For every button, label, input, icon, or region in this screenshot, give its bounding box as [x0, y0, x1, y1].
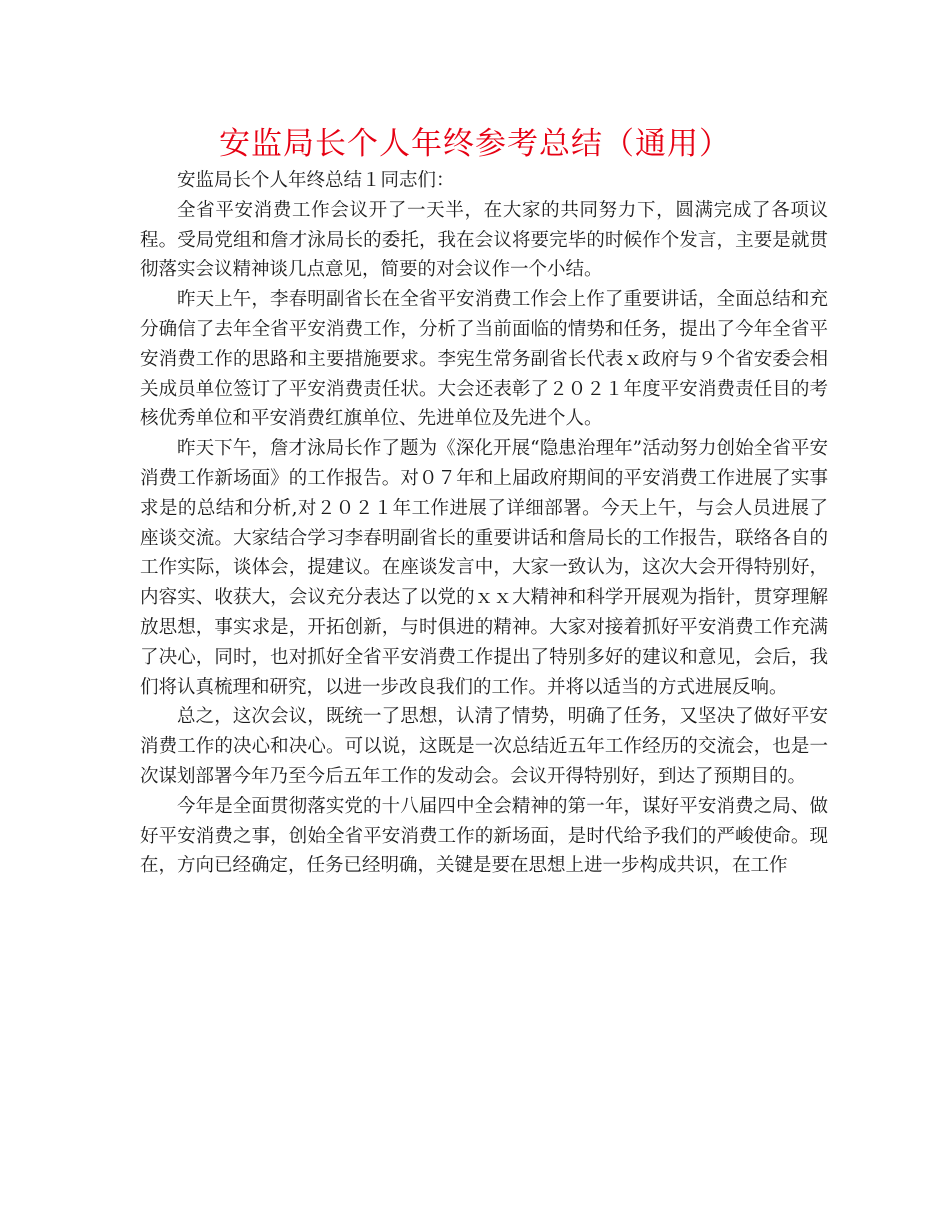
paragraph-3: 昨天下午，詹才泳局长作了题为《深化开展“隐患治理年”活动努力创始全省平安消费工作新场面》的工作报告。对０７年和上届政府期间的平安消费工作进展了实事求是的总结和分析,对２０２１年工作进展了详细部署。今天上午，与会人员进展了座谈交流。大家结合学习李春明副省长的重要讲话和詹局长的工作报告，联络各自的工作实际，谈体会，提建议。在座谈发言中，大家一致认为，这次大会开得特别好，内容实、收获大，会议充分表达了以党的ｘｘ大精神和科学开展观为指针，贯穿理解放思想，事实求是，开拓创新，与时俱进的精神。大家对接着抓好平安消费工作充满了决心，同时，也对抓好全省平安消费工作提出了特别多好的建议和意见，会后，我们将认真梳理和研究，以进一步改良我们的工作。并将以适当的方式进展反响。 — [140, 438, 828, 698]
document-body — [140, 166, 828, 881]
paragraph-4: 总之，这次会议，既统一了思想，认清了情势，明确了任务，又坚决了做好平安消费工作的决心和决心。可以说，这既是一次总结近五年工作经历的交流会，也是一次谋划部署今年乃至今后五年工作的发动会。会议开得特别好，到达了预期目的。 — [140, 706, 828, 787]
paragraph-5: 今年是全面贯彻落实党的十八届四中全会精神的第一年，谋好平安消费之局、做好平安消费之事，创始全省平安消费工作的新场面，是时代给予我们的严峻使命。现在，方向已经确定，任务已经明确，关键是要在思想上进一步构成共识，在工作 — [140, 795, 828, 877]
paragraph-1: 全省平安消费工作会议开了一天半，在大家的共同努力下，圆满完成了各项议程。受局党组和詹才泳局长的委托，我在会议将要完毕的时候作个发言，主要是就贯彻落实会议精神谈几点意见，简要的对会议作一个小结。 — [140, 199, 828, 281]
document-title: 安监局长个人年终参考总结（通用） — [219, 126, 731, 162]
paragraph-salutation: 安监局长个人年终总结１同志们： — [177, 170, 455, 191]
paragraph-2: 昨天上午，李春明副省长在全省平安消费工作会上作了重要讲话，全面总结和充分确信了去年全省平安消费工作，分析了当前面临的情势和任务，提出了今年全省平安消费工作的思路和主要措施要求。李宪生常务副省长代表ｘ政府与９个省安委会相关成员单位签订了平安消费责任状。大会还表彰了２０２１年度平安消费责任目的考核优秀单位和平安消费红旗单位、先进单位及先进个人。 — [140, 289, 828, 430]
